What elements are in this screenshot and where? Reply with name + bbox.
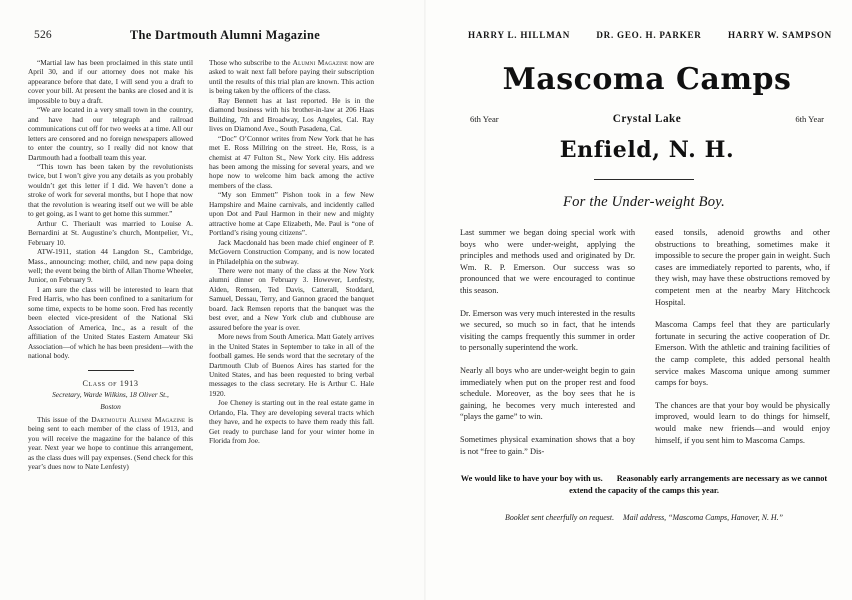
- endorser-names: [450, 30, 838, 40]
- ad-footer-address: Mail address, “Mascoma Camps, Hanover, N. H.”: [623, 513, 783, 523]
- left-column-2: [209, 58, 374, 471]
- paragraph: Ray Bennett has at last reported. He is in the diamond business with his brother-in-law at 206 Haas Building, 7th and Broadway, Los Angeles, Cal. Ray lives on Diamond Ave., South Pasadena, Cal.: [209, 95, 374, 134]
- paragraph: Arthur C. Theriault was married to Louise A. Bernardini at St. Augustine’s church, Montpelier, Vt., February 10.: [28, 218, 193, 247]
- ad-location: Enfield, N. H.: [559, 137, 735, 163]
- ad-lake-name: Crystal Lake: [612, 113, 682, 125]
- ad-title: Mascoma Camps: [502, 62, 792, 97]
- paragraph: There were not many of the class at the New York alumni dinner on February 3. However, Lenfesty, Alden, Remsen, Ted Davis, Catterall, Stoddard, Samuel, Dessau, Terry, and Gannon graced the banquet board. Jack Remsen reports that the banquet was the best ever, and a New York club and clubhouse are assured before the year is over.: [209, 265, 374, 332]
- text-prefix: This issue of the: [37, 414, 92, 424]
- ad-subtitle: For the Under-weight Boy.: [563, 194, 725, 210]
- paragraph: More news from South America. Matt Gately arrives in the United States in September to take in all of the football games. He sends word that the secretary of the Dartmouth Club of Buenos Aires has started for the United States, and has been requested to bring verbal messages to the class secretary. He is Arthur C. Hale 1920.: [209, 332, 374, 398]
- paragraph-with-smallcaps: [209, 58, 374, 96]
- section-divider-rule: [88, 370, 134, 371]
- ad-cta-lead: We would like to have your boy with us.: [460, 474, 603, 484]
- ad-footer: [450, 513, 838, 522]
- page-folio: 526: [34, 29, 52, 41]
- paragraph: Jack Macdonald has been made chief engineer of P. McGovern Construction Company, and is now located in Philadelphia on the subway.: [209, 237, 374, 266]
- endorser-name: DR. GEO. H. PARKER: [596, 30, 702, 40]
- ad-column-2: [655, 227, 830, 457]
- endorser-name: HARRY L. HILLMAN: [468, 30, 571, 40]
- class-secretary-line-1: Secretary, Warde Wilkins, 18 Oliver St.,: [52, 389, 169, 399]
- paragraph: Nearly all boys who are under-weight begin to gain immediately when put on the proper rest and food schedule. Moreover, as the boy sees that he is gaining, he becomes very much interested and “plays the game” to win.: [460, 365, 635, 422]
- paragraph: “My son Emmett” Pishon took in a few New Hampshire and Maine carnivals, and incidently called upon Dot and Paul Harmon in their new and mighty attractive home at Cape Elizabeth, Me. Paul is “one of Portland’s rising young citizens”.: [209, 190, 374, 238]
- text-rest: now are asked to wait next fall before paying their subscription until the results of this trial plan are known. This action is being taken by the officers of the class.: [209, 58, 374, 96]
- magazine-name-smallcaps: Alumni Magazine: [292, 58, 349, 67]
- text-rest: is being sent to each member of the class of 1913, and you will receive the magazine for the balance of this year. Next year we hope to continue this arrangement, as the class dues will pay expenses. (Send check for this year’s dues now to Nate Lenfesty): [28, 414, 194, 472]
- paragraph: eased tonsils, adenoid growths and other obstructions to breathing, sometimes make it impossible to secure the proper gain in weight. Such cases are immediately reported to parents, who, if they wish, may have these obstructions removed by competent men at the nearby Mary Hitchcock Hospital.: [655, 228, 830, 307]
- endorser-name: HARRY W. SAMPSON: [727, 30, 832, 40]
- ad-divider-rule: [594, 179, 694, 180]
- left-page-columns: [28, 58, 400, 471]
- paragraph: I am sure the class will be interested to learn that Fred Harris, who has been confined to a sanitarium for some time, expects to be home soon. Fred has recently been elected vice-president of the National Ski Association of America, Inc., as a result of the affiliation of the United States Eastern Amateur Ski Association—of which he has been president—with the national body.: [28, 284, 193, 361]
- ad-column-1: [460, 227, 635, 457]
- paragraph-with-smallcaps: [28, 415, 193, 472]
- paragraph: Mascoma Camps feel that they are particularly fortunate in securing the active cooperation of Dr. Emerson. With the athletic and training facilities of the camp complete, this added personal health service makes Mascoma unique among summer camps for boys.: [655, 320, 830, 388]
- paragraph: “We are located in a very small town in the country, and have had our telegraph and railroad communications cut off for two weeks at a time. All our letters are censored and no foreign newspapers allowed to enter the country, so I really did not know that Dartmouth had a football team this year.: [28, 105, 193, 162]
- ad-year-left: 6th Year: [470, 114, 499, 124]
- ad-cta-rest: Reasonably early arrangements are necessary as we cannot extend the capacity of the camps this year.: [569, 474, 828, 495]
- paragraph: ATW-1911, station 44 Langdon St., Cambridge, Mass., announcing: mother, child, and new papa doing well; the event being the birth of Allan Thorne Wheeler, Junior, on February 9.: [28, 247, 193, 285]
- paragraph: “This town has been taken by the revolutionists twice, but I won’t give you any details as you probably wouldn’t get this letter if I did. We haven’t done a stroke of work for several months, but I hope that now that the revolution is wearing itself out we will be able to get going, as I want to get home this summer.”: [28, 161, 193, 219]
- running-title: The Dartmouth Alumni Magazine: [129, 28, 321, 42]
- magazine-name-smallcaps: Dartmouth Alumni Magazine: [91, 414, 186, 424]
- paragraph: Sometimes physical examination shows that a boy is not “free to gain.” Dis-: [460, 434, 635, 456]
- class-secretary-line-2: Boston: [100, 402, 121, 412]
- ad-footer-booklet: Booklet sent cheerfully on request.: [505, 513, 615, 523]
- paragraph: “Doc” O’Connor writes from New York that he has met E. Ross Millring on the street. He, Ross, is a chemist at 47 Fulton St., New York city. His address has been among the missing for several years, and we hope now to welcome him back among the active members of the class.: [209, 133, 374, 190]
- paragraph: The chances are that your boy would be physically improved, would learn to do things for himself, would make new friends—and would enjoy himself, if you sent him to Mascoma Camps.: [655, 400, 830, 445]
- ad-call-to-action: [450, 473, 838, 496]
- left-column-1: [28, 58, 193, 471]
- ad-body-columns: [450, 227, 838, 457]
- paragraph: Last summer we began doing special work with boys who were under-weight, applying the principles and methods used and originated by Dr. Wm. R. P. Emerson. Our success was so pronounced that we were encouraged to continue this season.: [460, 228, 635, 295]
- class-heading: Class of 1913: [82, 378, 139, 388]
- paragraph: Dr. Emerson was very much interested in the results we secured, so much so in fact, that he intends visiting the camps frequently this summer in order to personally superintend the work.: [460, 308, 635, 353]
- ad-year-right: 6th Year: [795, 114, 824, 124]
- running-head: [28, 28, 400, 48]
- right-page-advertisement: [426, 0, 852, 600]
- text-prefix: Those who subscribe to the: [209, 58, 293, 67]
- paragraph: “Martial law has been proclaimed in this state until April 30, and if our attorney does not make his appearance before that date, I will send you a draft to cover your bill. At present the banks are closed and it is impossible to buy a draft.: [28, 58, 193, 105]
- paragraph: Joe Cheney is starting out in the real estate game in Orlando, Fla. They are developing several tracts which they have, and he expects to have them ready this fall. Get ready to purchase land for your winter home in Florida from Joe.: [209, 398, 374, 446]
- ad-year-lake-row: [450, 113, 838, 125]
